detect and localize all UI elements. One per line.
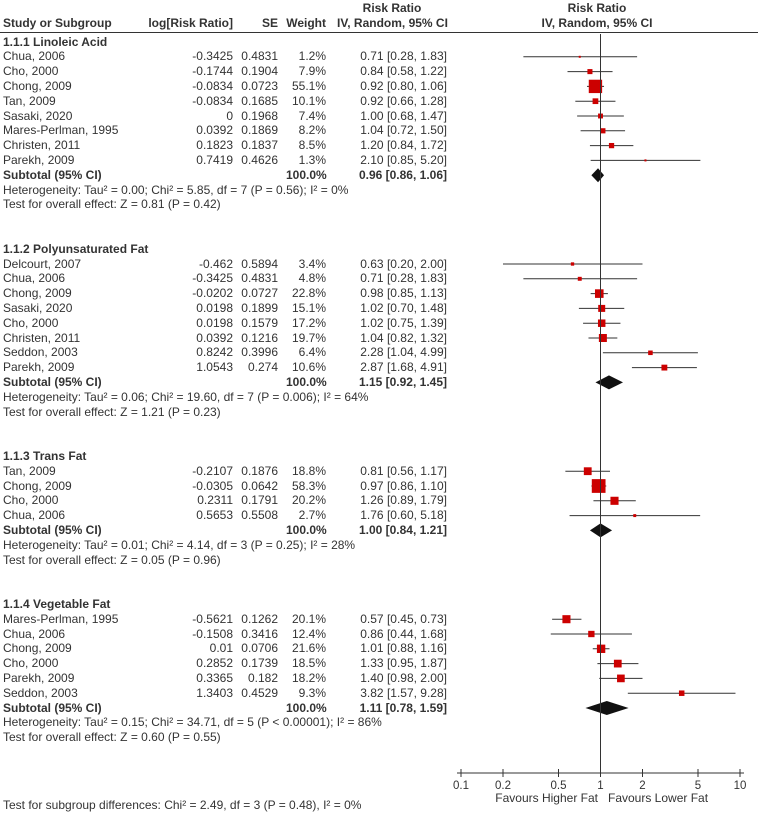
- log-rr-value: 0.0198: [196, 300, 233, 315]
- subtotal-estimate: 1.00 [0.84, 1.21]: [358, 522, 447, 537]
- weight-value: 10.6%: [291, 360, 326, 375]
- heterogeneity-text: Heterogeneity: Tau² = 0.06; Chi² = 19.60, df = 7 (P = 0.006); I² = 64%: [3, 389, 369, 404]
- effect-square: [633, 514, 636, 517]
- weight-value: 7.4%: [298, 108, 326, 123]
- weight-value: 7.9%: [298, 64, 326, 79]
- se-value: 0.1739: [241, 656, 278, 671]
- estimate-value: 0.57 [0.45, 0.73]: [360, 611, 447, 626]
- study-name: Tan, 2009: [3, 463, 56, 478]
- effect-square: [578, 277, 582, 281]
- study-name: Seddon, 2003: [3, 345, 78, 360]
- study-name: Chua, 2006: [3, 626, 66, 641]
- study-name: Chua, 2006: [3, 49, 66, 64]
- log-rr-value: 0.3365: [196, 670, 233, 685]
- se-value: 0.0727: [241, 286, 278, 301]
- weight-value: 6.4%: [298, 345, 326, 360]
- study-name: Sasaki, 2020: [3, 108, 73, 123]
- study-name: Christen, 2011: [3, 138, 81, 153]
- subtotal-label: Subtotal (95% CI): [3, 700, 102, 715]
- study-name: Parekh, 2009: [3, 152, 75, 167]
- se-value: 0.1968: [241, 108, 278, 123]
- subtotal-diamond: [591, 168, 604, 182]
- estimate-value: 0.71 [0.28, 1.83]: [360, 271, 447, 286]
- effect-square: [617, 675, 625, 683]
- log-rr-value: 1.0543: [196, 360, 233, 375]
- effect-square: [600, 128, 605, 133]
- estimate-value: 0.71 [0.28, 1.83]: [360, 49, 447, 64]
- estimate-value: 1.20 [0.84, 1.72]: [360, 138, 447, 153]
- subtotal-label: Subtotal (95% CI): [3, 374, 102, 389]
- effect-square: [614, 660, 622, 668]
- log-rr-value: -0.0834: [192, 93, 233, 108]
- log-rr-value: 0.0198: [196, 315, 233, 330]
- weight-value: 9.3%: [298, 685, 326, 700]
- effect-square: [588, 631, 594, 637]
- estimate-value: 3.82 [1.57, 9.28]: [360, 685, 447, 700]
- axis-tick-label: 0.1: [453, 780, 469, 792]
- study-name: Sasaki, 2020: [3, 300, 73, 315]
- study-name: Mares-Perlman, 1995: [3, 123, 119, 138]
- estimate-value: 1.04 [0.82, 1.32]: [360, 330, 447, 345]
- se-value: 0.5508: [241, 508, 278, 523]
- study-name: Chong, 2009: [3, 641, 72, 656]
- effect-square: [609, 143, 614, 148]
- log-rr-column-header: log[Risk Ratio]: [148, 16, 233, 30]
- log-rr-value: 0.7419: [196, 152, 233, 167]
- weight-value: 20.2%: [291, 493, 326, 508]
- favours-right-label: Favours Lower Fat: [608, 791, 709, 805]
- log-rr-value: 0.5653: [196, 508, 233, 523]
- axis-tick-label: 1: [597, 780, 604, 792]
- estimate-method-header: IV, Random, 95% CI: [337, 16, 448, 30]
- heterogeneity-text: Heterogeneity: Tau² = 0.15; Chi² = 34.71, df = 5 (P < 0.00001); I² = 86%: [3, 715, 382, 730]
- estimate-value: 1.04 [0.72, 1.50]: [360, 123, 447, 138]
- overall-effect-text: Test for overall effect: Z = 0.05 (P = 0.96): [3, 552, 221, 567]
- se-value: 0.182: [247, 670, 278, 685]
- se-value: 0.4831: [241, 271, 278, 286]
- weight-value: 10.1%: [291, 93, 326, 108]
- se-value: 0.1876: [241, 463, 278, 478]
- subtotal-diamond: [590, 523, 612, 537]
- study-name: Tan, 2009: [3, 93, 56, 108]
- study-name: Cho, 2000: [3, 315, 59, 330]
- heterogeneity-text: Heterogeneity: Tau² = 0.01; Chi² = 4.14, df = 3 (P = 0.25); I² = 28%: [3, 537, 356, 552]
- axis-tick-label: 5: [694, 780, 702, 792]
- se-value: 0.0642: [241, 478, 278, 493]
- effect-square: [599, 334, 607, 342]
- log-rr-value: 0.0392: [196, 330, 233, 345]
- subtotal-weight: 100.0%: [286, 700, 327, 715]
- se-value: 0.1216: [241, 330, 278, 345]
- study-name: Chong, 2009: [3, 78, 72, 93]
- weight-value: 3.4%: [298, 256, 326, 271]
- weight-value: 1.2%: [298, 49, 326, 64]
- se-value: 0.0723: [241, 78, 278, 93]
- study-name: Cho, 2000: [3, 64, 59, 79]
- group-label: 1.1.3 Trans Fat: [3, 448, 87, 463]
- effect-square: [679, 690, 684, 695]
- overall-effect-text: Test for overall effect: Z = 0.60 (P = 0.55): [3, 730, 221, 745]
- estimate-column-title: Risk Ratio: [362, 1, 422, 15]
- effect-square: [579, 56, 581, 58]
- estimate-value: 1.00 [0.68, 1.47]: [360, 108, 447, 123]
- se-value: 0.1791: [241, 493, 278, 508]
- weight-value: 22.8%: [291, 286, 326, 301]
- log-rr-value: -0.3425: [192, 271, 233, 286]
- study-name: Chua, 2006: [3, 271, 66, 286]
- weight-value: 8.5%: [298, 138, 326, 153]
- se-value: 0.0706: [241, 641, 278, 656]
- se-value: 0.4529: [241, 685, 278, 700]
- log-rr-value: -0.3425: [192, 49, 233, 64]
- axis-tick-label: 0.2: [494, 780, 511, 792]
- study-name: Christen, 2011: [3, 330, 81, 345]
- estimate-value: 1.40 [0.98, 2.00]: [360, 670, 447, 685]
- effect-square: [598, 305, 605, 312]
- subtotal-diamond: [595, 375, 623, 389]
- log-rr-value: -0.1744: [192, 64, 233, 79]
- estimate-value: 1.26 [0.89, 1.79]: [360, 493, 447, 508]
- study-name: Parekh, 2009: [3, 670, 75, 685]
- study-column-header: Study or Subgroup: [3, 16, 112, 30]
- log-rr-value: 0.0392: [196, 123, 233, 138]
- log-rr-value: 0.8242: [196, 345, 233, 360]
- se-value: 0.1685: [241, 93, 278, 108]
- effect-square: [592, 479, 606, 493]
- subgroup-differences-text: Test for subgroup differences: Chi² = 2.49, df = 3 (P = 0.48), I² = 0%: [3, 798, 362, 812]
- weight-column-header: Weight: [286, 16, 326, 30]
- log-rr-value: -0.1508: [192, 626, 233, 641]
- log-rr-value: 1.3403: [196, 685, 233, 700]
- group-label: 1.1.2 Polyunsaturated Fat: [3, 241, 149, 256]
- study-name: Seddon, 2003: [3, 685, 78, 700]
- subtotal-diamond: [585, 701, 628, 715]
- se-value: 0.1262: [241, 611, 278, 626]
- plot-method-header: IV, Random, 95% CI: [541, 16, 653, 30]
- log-rr-value: 0.2852: [196, 656, 233, 671]
- subtotal-weight: 100.0%: [286, 374, 327, 389]
- study-name: Parekh, 2009: [3, 360, 75, 375]
- axis-tick-label: 0.5: [550, 780, 567, 792]
- se-value: 0.4831: [241, 49, 278, 64]
- study-name: Delcourt, 2007: [3, 256, 82, 271]
- study-name: Cho, 2000: [3, 656, 59, 671]
- study-name: Chong, 2009: [3, 286, 72, 301]
- se-value: 0.1899: [241, 300, 278, 315]
- subtotal-weight: 100.0%: [286, 522, 327, 537]
- estimate-value: 0.92 [0.66, 1.28]: [360, 93, 447, 108]
- header-divider: [0, 32, 758, 33]
- subtotal-weight: 100.0%: [286, 167, 327, 182]
- effect-square: [562, 615, 570, 623]
- estimate-value: 1.02 [0.70, 1.48]: [360, 300, 447, 315]
- weight-value: 18.8%: [291, 463, 326, 478]
- estimate-value: 0.81 [0.56, 1.17]: [360, 463, 447, 478]
- subtotal-label: Subtotal (95% CI): [3, 167, 102, 182]
- overall-effect-text: Test for overall effect: Z = 0.81 (P = 0.42): [3, 197, 221, 212]
- estimate-value: 1.76 [0.60, 5.18]: [360, 508, 447, 523]
- estimate-value: 1.02 [0.75, 1.39]: [360, 315, 447, 330]
- study-name: Chong, 2009: [3, 478, 72, 493]
- se-value: 0.3416: [241, 626, 278, 641]
- estimate-value: 0.63 [0.20, 2.00]: [360, 256, 447, 271]
- effect-square: [593, 98, 599, 104]
- weight-value: 1.3%: [298, 152, 326, 167]
- group-label: 1.1.1 Linoleic Acid: [3, 34, 108, 49]
- se-value: 0.3996: [241, 345, 278, 360]
- effect-square: [610, 497, 618, 505]
- estimate-value: 2.87 [1.68, 4.91]: [360, 360, 447, 375]
- effect-square: [598, 319, 605, 326]
- log-rr-value: -0.0202: [192, 286, 233, 301]
- weight-value: 18.2%: [291, 670, 326, 685]
- weight-value: 18.5%: [291, 656, 326, 671]
- weight-value: 15.1%: [291, 300, 326, 315]
- estimate-value: 0.98 [0.85, 1.13]: [360, 286, 447, 301]
- log-rr-value: 0: [226, 108, 233, 123]
- effect-square: [598, 114, 603, 119]
- effect-square: [644, 159, 646, 161]
- weight-value: 19.7%: [291, 330, 326, 345]
- estimate-value: 1.01 [0.88, 1.16]: [360, 641, 447, 656]
- estimate-value: 1.33 [0.95, 1.87]: [360, 656, 447, 671]
- log-rr-value: 0.2311: [197, 493, 233, 508]
- effect-square: [648, 351, 653, 356]
- log-rr-value: -0.5621: [192, 611, 233, 626]
- effect-square: [661, 365, 667, 371]
- weight-value: 55.1%: [291, 78, 326, 93]
- estimate-value: 0.97 [0.86, 1.10]: [360, 478, 447, 493]
- weight-value: 12.4%: [291, 626, 326, 641]
- subtotal-estimate: 0.96 [0.86, 1.06]: [358, 167, 447, 182]
- se-value: 0.1904: [241, 64, 278, 79]
- estimate-value: 2.28 [1.04, 4.99]: [360, 345, 447, 360]
- log-rr-value: 0.1823: [196, 138, 233, 153]
- weight-value: 4.8%: [298, 271, 326, 286]
- log-rr-value: 0.01: [209, 641, 233, 656]
- study-name: Cho, 2000: [3, 493, 59, 508]
- effect-square: [571, 262, 574, 265]
- plot-column-title: Risk Ratio: [567, 1, 627, 15]
- overall-effect-text: Test for overall effect: Z = 1.21 (P = 0.23): [3, 404, 221, 419]
- axis-tick-label: 2: [639, 780, 646, 792]
- estimate-value: 0.92 [0.80, 1.06]: [360, 78, 447, 93]
- effect-square: [589, 80, 602, 93]
- se-value: 0.5894: [241, 256, 278, 271]
- se-value: 0.1869: [241, 123, 278, 138]
- effect-square: [587, 69, 592, 74]
- log-rr-value: -0.462: [198, 256, 233, 271]
- favours-left-label: Favours Higher Fat: [495, 791, 598, 805]
- weight-value: 2.7%: [298, 508, 326, 523]
- subtotal-label: Subtotal (95% CI): [3, 522, 102, 537]
- se-value: 0.4626: [241, 152, 278, 167]
- group-label: 1.1.4 Vegetable Fat: [3, 596, 111, 611]
- axis-tick-label: 10: [733, 780, 747, 792]
- log-rr-value: -0.0305: [192, 478, 233, 493]
- subtotal-estimate: 1.15 [0.92, 1.45]: [358, 374, 447, 389]
- se-value: 0.1579: [241, 315, 278, 330]
- log-rr-value: -0.0834: [192, 78, 233, 93]
- subtotal-estimate: 1.11 [0.78, 1.59]: [359, 700, 447, 715]
- se-column-header: SE: [261, 16, 278, 30]
- log-rr-value: -0.2107: [192, 463, 233, 478]
- effect-square: [584, 467, 592, 475]
- heterogeneity-text: Heterogeneity: Tau² = 0.00; Chi² = 5.85, df = 7 (P = 0.56); I² = 0%: [3, 182, 349, 197]
- weight-value: 8.2%: [298, 123, 326, 138]
- study-name: Chua, 2006: [3, 508, 66, 523]
- estimate-value: 2.10 [0.85, 5.20]: [360, 152, 447, 167]
- weight-value: 17.2%: [291, 315, 326, 330]
- estimate-value: 0.86 [0.44, 1.68]: [360, 626, 447, 641]
- effect-square: [597, 645, 605, 653]
- weight-value: 20.1%: [291, 611, 326, 626]
- effect-square: [595, 289, 604, 298]
- se-value: 0.274: [247, 360, 278, 375]
- estimate-value: 0.84 [0.58, 1.22]: [360, 64, 447, 79]
- se-value: 0.1837: [241, 138, 278, 153]
- weight-value: 58.3%: [291, 478, 326, 493]
- weight-value: 21.6%: [291, 641, 326, 656]
- study-name: Mares-Perlman, 1995: [3, 611, 119, 626]
